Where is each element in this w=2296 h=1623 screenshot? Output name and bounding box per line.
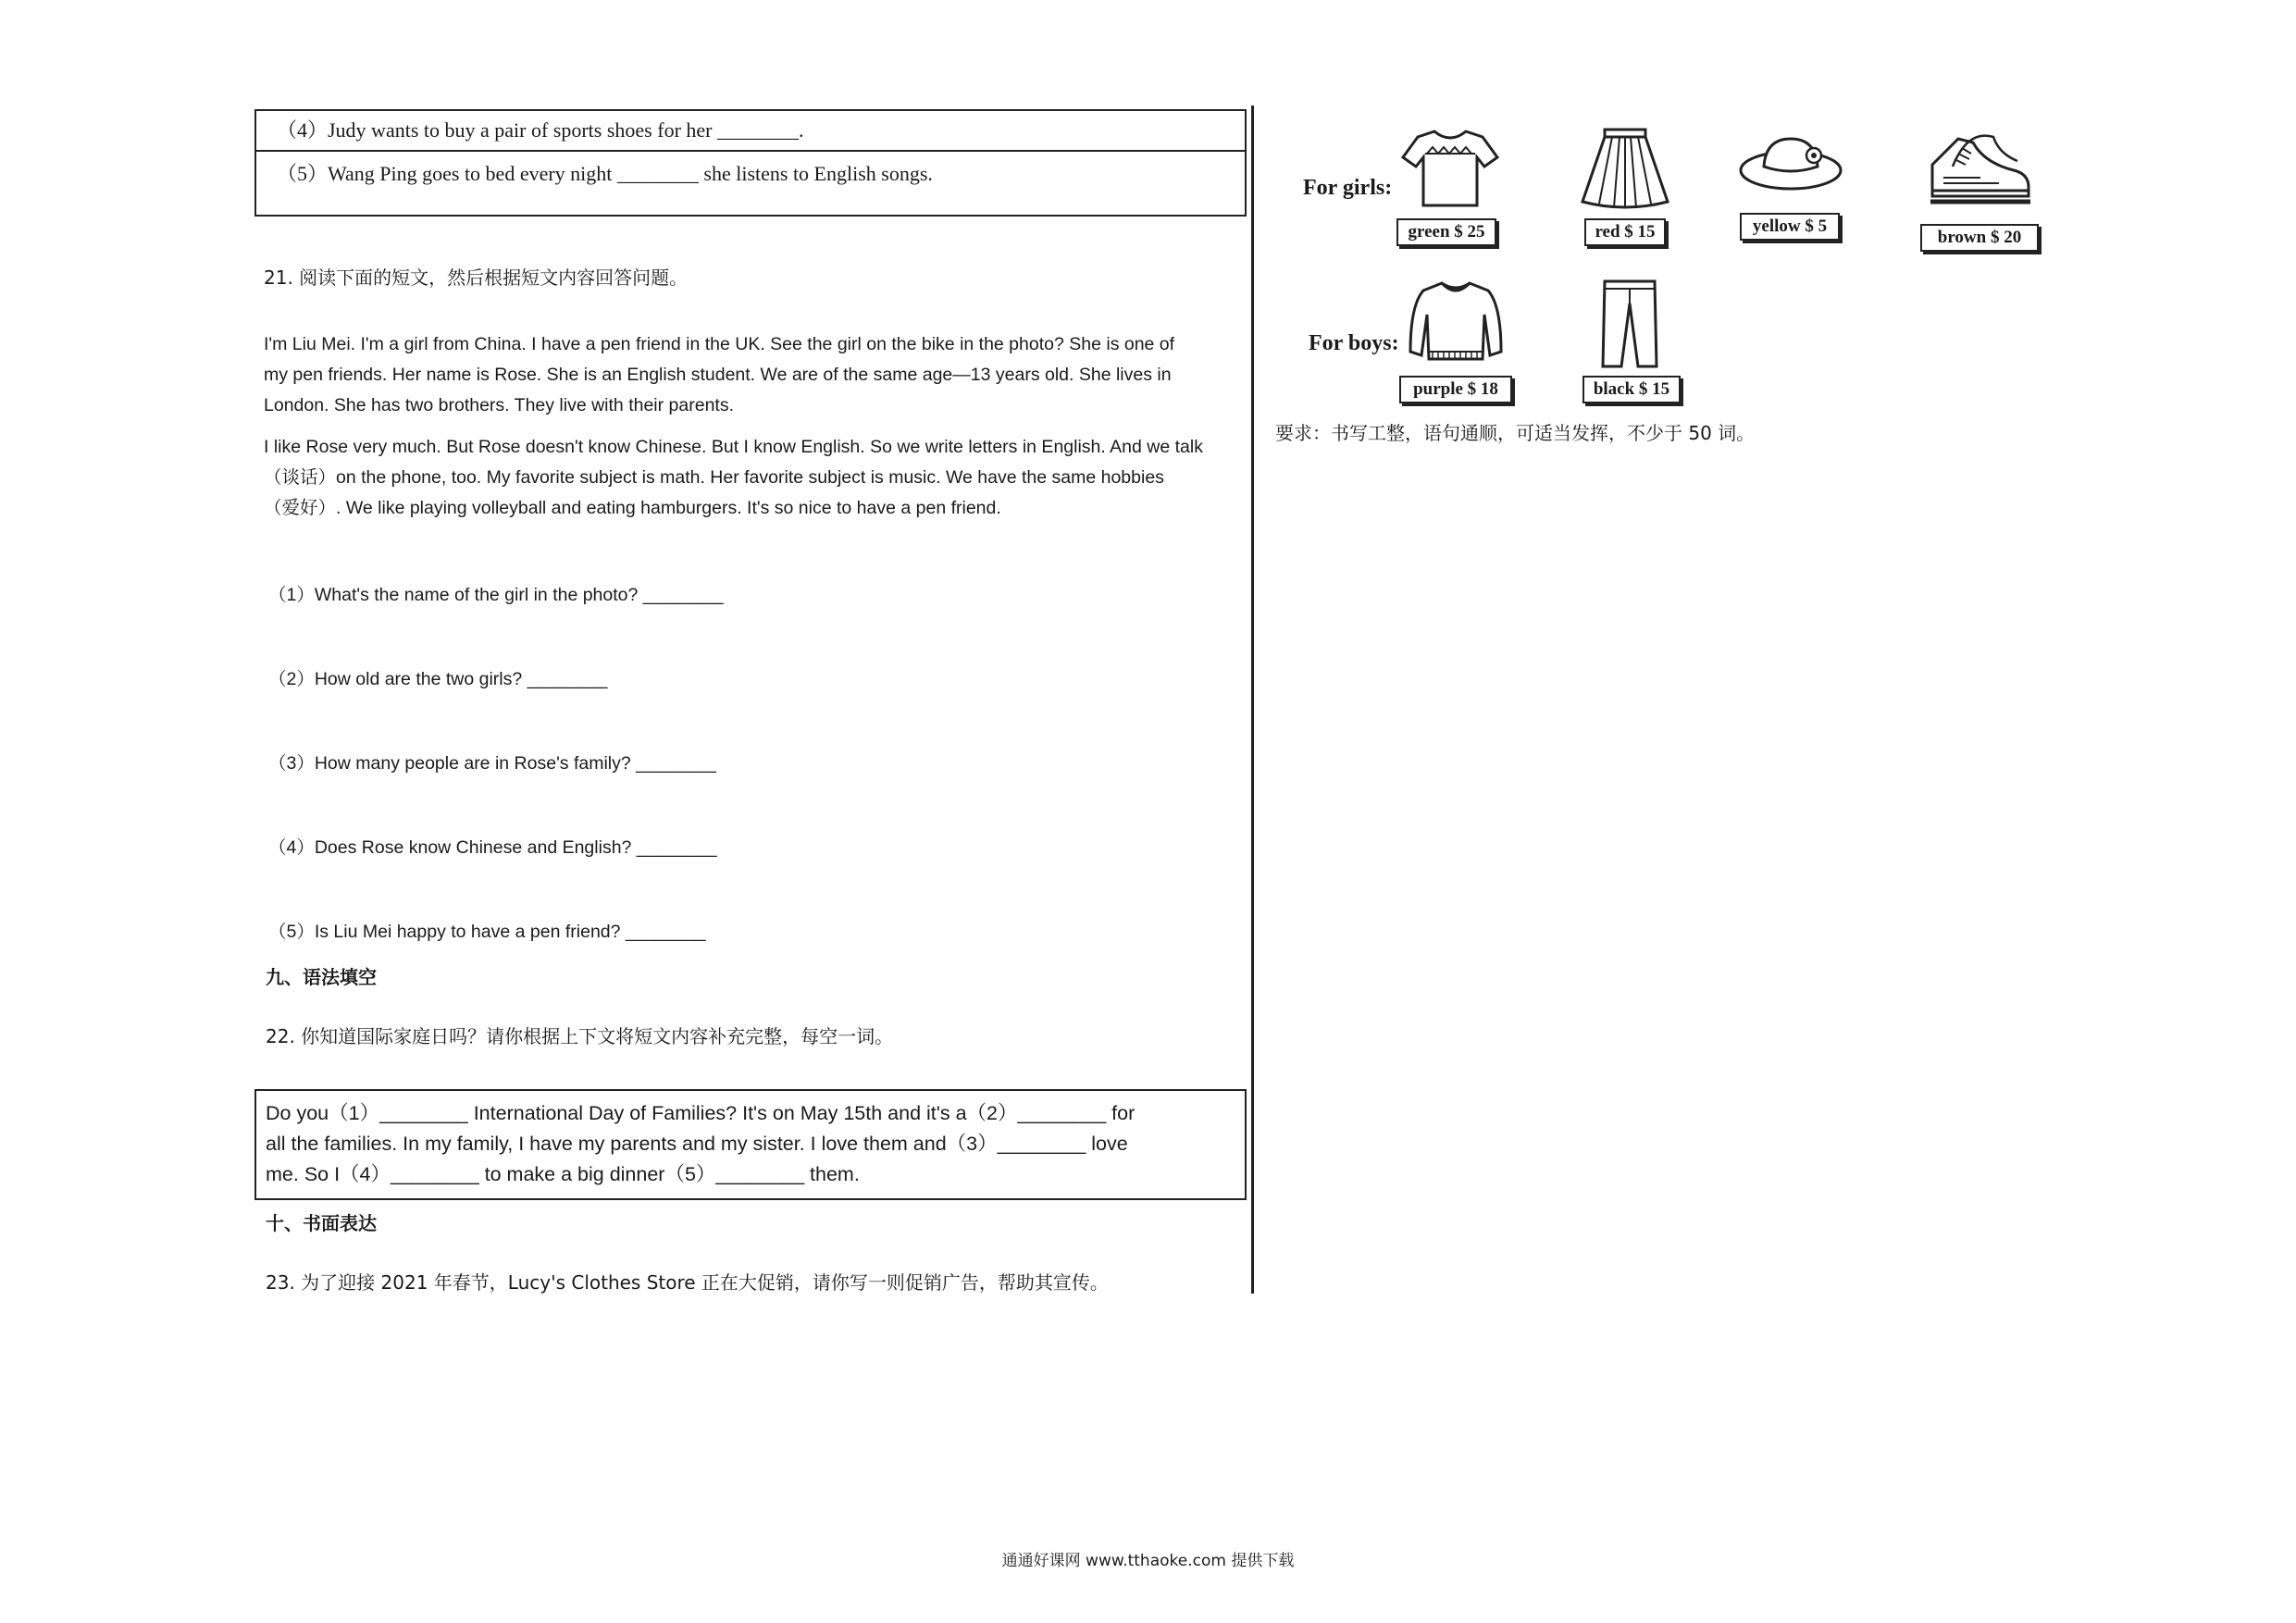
passage-line: Do you（1）________ International Day of Families? It's on May 15th and it's a（2）________ for bbox=[266, 1102, 1136, 1124]
section-10-heading: 十、书面表达 bbox=[266, 1212, 377, 1234]
girls-label: For girls: bbox=[1303, 176, 1393, 200]
hat-icon bbox=[1736, 130, 1845, 194]
q21-question-2: （2）How old are the two girls? ________ bbox=[268, 669, 608, 689]
q21-paragraph-2 bbox=[264, 432, 1245, 524]
price-tag: purple $ 18 bbox=[1399, 376, 1512, 403]
t-shirt-icon bbox=[1399, 126, 1501, 211]
paragraph-line: London. She has two brothers. They live with their parents. bbox=[264, 395, 735, 415]
q21-question-3: （3）How many people are in Rose's family? ________ bbox=[268, 753, 716, 774]
paragraph-line: I'm Liu Mei. I'm a girl from China. I have a pen friend in the UK. See the girl on the bike in the photo? She is one of bbox=[264, 334, 1175, 354]
q21-question-1: （1）What's the name of the girl in the photo? ________ bbox=[268, 585, 724, 605]
price-tag: red $ 15 bbox=[1584, 218, 1666, 246]
q21-question-4: （4）Does Rose know Chinese and English? ________ bbox=[268, 837, 717, 858]
table-row: （4）Judy wants to buy a pair of sports shoes for her ________. bbox=[256, 111, 1245, 152]
trousers-icon bbox=[1597, 278, 1662, 370]
skirt-icon bbox=[1579, 126, 1671, 211]
passage-line: all the families. In my family, I have my parents and my sister. I love them and（3）________ love bbox=[266, 1133, 1128, 1155]
q21-instruction: 21. 阅读下面的短文，然后根据短文内容回答问题。 bbox=[264, 266, 689, 289]
passage-line: me. So I（4）________ to make a big dinner（5）________ them. bbox=[266, 1163, 860, 1185]
q21-paragraph-1 bbox=[264, 329, 1245, 421]
price-tag: green $ 25 bbox=[1396, 218, 1496, 246]
q21-question-5: （5）Is Liu Mei happy to have a pen friend? ________ bbox=[268, 922, 706, 942]
section-9-heading: 九、语法填空 bbox=[266, 966, 377, 988]
paragraph-line: I like Rose very much. But Rose doesn't know Chinese. But I know English. So we write letters in English. And we talk bbox=[264, 437, 1203, 457]
sneakers-icon bbox=[1925, 126, 2034, 211]
column-divider bbox=[1251, 105, 1254, 1294]
table-row: （5）Wang Ping goes to bed every night ________ she listens to English songs. bbox=[277, 162, 933, 185]
boys-label: For boys: bbox=[1309, 331, 1399, 355]
q23-instruction: 23. 为了迎接 2021 年春节，Lucy's Clothes Store 正在大促销，请你写一则促销广告，帮助其宣传。 bbox=[266, 1271, 1109, 1294]
paragraph-line: （谈话）on the phone, too. My favorite subject is math. Her favorite subject is music. We have the same hobbies bbox=[264, 467, 1164, 488]
paragraph-line: （爱好）. We like playing volleyball and eating hamburgers. It's so nice to have a pen friend. bbox=[264, 498, 1001, 518]
answer-table bbox=[254, 109, 1247, 217]
paragraph-line: my pen friends. Her name is Rose. She is an English student. We are of the same age—13 years old. She lives in bbox=[264, 365, 1172, 385]
page-footer: 通通好课网 www.tthaoke.com 提供下载 bbox=[1001, 1552, 1295, 1570]
price-tag: yellow $ 5 bbox=[1740, 213, 1840, 241]
q22-instruction: 22. 你知道国际家庭日吗？请你根据上下文将短文内容补充完整，每空一词。 bbox=[266, 1025, 894, 1047]
q22-passage-box bbox=[254, 1089, 1247, 1200]
sweater-icon bbox=[1403, 278, 1508, 370]
price-tag: black $ 15 bbox=[1582, 376, 1681, 403]
writing-requirements: 要求：书写工整，语句通顺，可适当发挥，不少于 50 词。 bbox=[1275, 422, 1756, 444]
price-tag: brown $ 20 bbox=[1920, 224, 2039, 252]
